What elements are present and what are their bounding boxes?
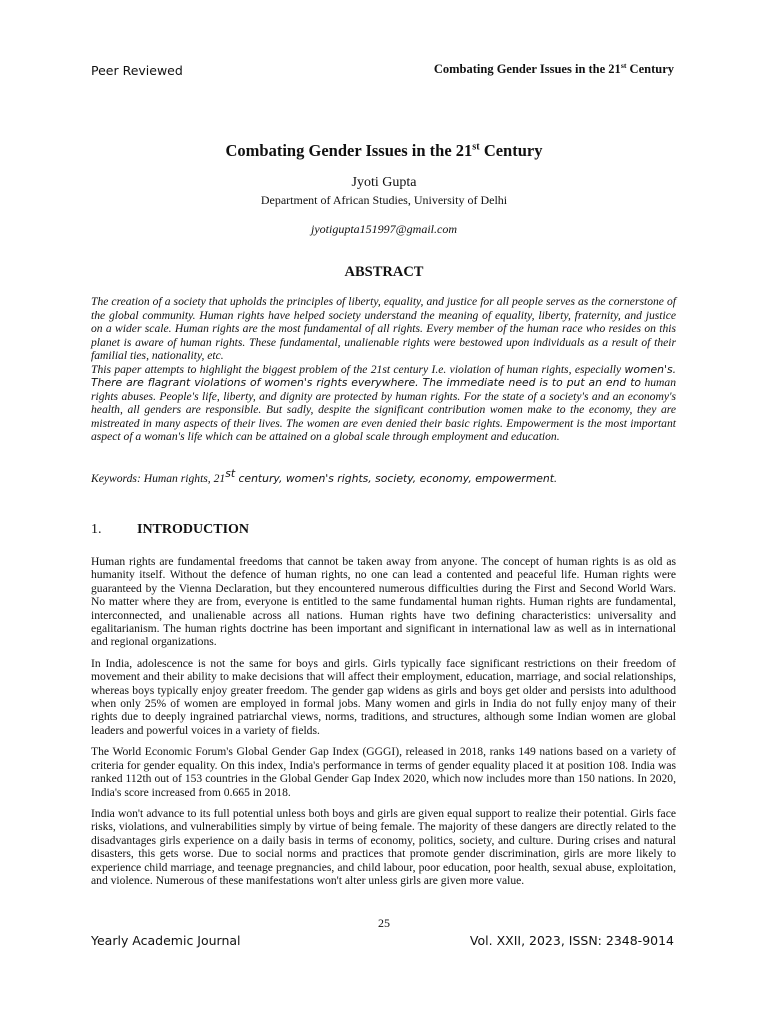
section-heading <box>91 522 249 538</box>
author-name: Jyoti Gupta <box>351 175 417 190</box>
abstract-heading: ABSTRACT <box>344 264 424 280</box>
body-paragraph: Human rights are fundamental freedoms that cannot be taken away from anyone. The concept of human rights is as old as humanity itself. Without the defence of human rights, no one can lead a contented and peaceful life. Human rights were guaranteed by the Vienna Declaration, but they encountered numerous difficulties during the First and Second World Wars. No matter where they are from, everyone is entitled to the same fundamental human rights. Human rights are fundamental, interconnected, and unalienable across all nations. Human rights have two defining characteristics: universality and egalitarianism. The human rights doctrine has been important and significant in international law as well as in international and regional organizations. <box>91 555 676 649</box>
footer-volume-issn: Vol. XXII, 2023, ISSN: 2348-9014 <box>469 933 674 948</box>
body-paragraph: The World Economic Forum's Global Gender Gap Index (GGGI), released in 2018, ranks 149 nations based on a variety of criteria for gender equality. On this index, India's performance in terms of gender equality placed it at position 108. India was ranked 112th out of 153 countries in the Global Gender Gap Index 2020, which now includes more than 150 nations. In 2020, India's score increased from 0.665 in 2018. <box>91 745 676 799</box>
abstract-paragraph: This paper attempts to highlight the biggest problem of the 21st century I.e. violation of human rights, especially women's. There are flagrant violations of women's rights everywhere. The immediate need is to put an end to human rights abuses. People's life, liberty, and dignity are protected by human rights. For the state of a society's and an economy's health, all genders are responsible. But sadly, despite the significant contribution women make to the economy, they are mistreated in many aspects of their lives. The women are even denied their basic rights. Empowerment is the most important aspect of a woman's life which can be attained on a global scale through employment and education. <box>91 362 676 443</box>
author-affiliation: Department of African Studies, University of Delhi <box>260 193 508 207</box>
page-number: 25 <box>378 916 390 930</box>
section-number: 1. <box>91 522 102 537</box>
running-header-left: Peer Reviewed <box>91 63 183 78</box>
body-paragraph: India won't advance to its full potential unless both boys and girls are given equal support to realize their potential. Girls face risks, violations, and vulnerabilities simply by virtue of being female. The majority of these dangers are directly related to the disadvantages girls experience on a daily basis in terms of economy, politics, society, and culture. During crises and natural disasters, this gets worse. Due to social norms and practices that promote gender discrimination, girls are more likely to experience child marriage, and teenage pregnancies, and child labour, poor education, poor health, sexual abuse, exploitation, and violence. Numerous of these manifestations won't alter unless girls are given more value. <box>91 806 676 887</box>
abstract-paragraph: The creation of a society that upholds the principles of liberty, equality, and justice for all people serves as the cornerstone of the global community. Human rights have helped society understand the meaning of equality, liberty, fraternity, and justice on a wider scale. Human rights are the most fundamental of all rights. Every member of the human race who resides on this planet is aware of human rights. These fundamental, unalienable rights were bestowed upon individuals as a result of their familial ties, nationality, etc. <box>91 295 676 362</box>
abstract-text <box>91 295 676 444</box>
body-text <box>91 555 676 895</box>
body-paragraph: In India, adolescence is not the same for boys and girls. Girls typically face significant restrictions on their freedom of movement and their ability to make decisions that will affect their employment, education, marriage, and social relationships, whereas boys typically enjoy greater freedom. The gender gap widens as girls and boys get older and persists into adulthood when only 25% of women are employed in formal jobs. Many women and girls in India do not fully enjoy many of their rights due to deeply ingrained patriarchal views, norms, traditions, and structures, although some Indian women are global leaders and powerful voices in a variety of fields. <box>91 656 676 737</box>
author-email: jyotigupta151997@gmail.com <box>310 222 458 236</box>
running-header-title: Combating Gender Issues in the 21st Century <box>433 60 674 76</box>
paper-title: Combating Gender Issues in the 21st Century <box>225 141 543 160</box>
footer-journal-name: Yearly Academic Journal <box>91 933 241 948</box>
section-title: INTRODUCTION <box>137 522 250 537</box>
keywords: Keywords: Human rights, 21st century, women's rights, society, economy, empowerment. <box>91 467 557 485</box>
